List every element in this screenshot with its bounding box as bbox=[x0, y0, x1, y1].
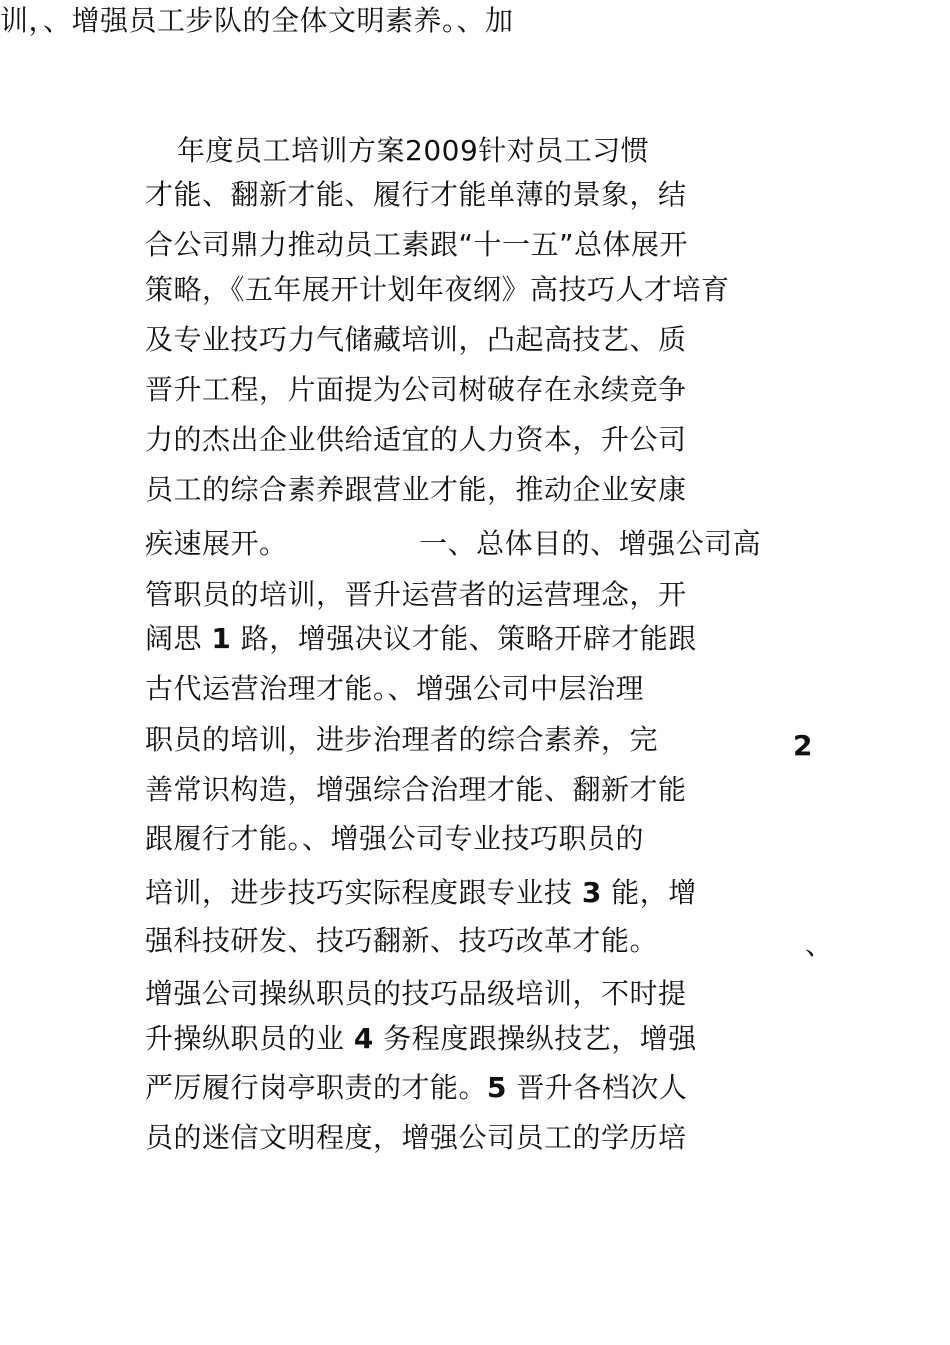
line-text: 管职员的培训，晋升运营者的运营理念，开 bbox=[145, 578, 687, 611]
page-number-5: 5 bbox=[487, 1071, 507, 1104]
body-line bbox=[145, 1071, 687, 1105]
stray-comma: 、 bbox=[805, 928, 834, 961]
body-line bbox=[145, 228, 688, 262]
top-line: 训，、增强员工步队的全体文明素养。、加 bbox=[0, 4, 514, 37]
body-line bbox=[145, 723, 658, 757]
line-text: 升操纵职员的业 bbox=[145, 1022, 354, 1055]
line-text: 古代运营治理才能。、增强公司中层治理 bbox=[145, 672, 645, 705]
page-number-2: 2 bbox=[793, 729, 813, 762]
line-text: 培训，进步技巧实际程度跟专业技 bbox=[145, 876, 582, 909]
line-text: 员工的综合素养跟营业才能，推动企业安康 bbox=[145, 473, 687, 506]
line-text: 及专业技巧力气储藏培训，凸起高技艺、质 bbox=[145, 323, 687, 356]
body-line bbox=[145, 373, 687, 407]
line-text: 务程度跟操纵技艺，增强 bbox=[373, 1022, 697, 1055]
line-text: 员的迷信文明程度，增强公司员工的学历培 bbox=[145, 1121, 687, 1154]
line-text: 年度员工培训方案2009针对员工习惯 bbox=[177, 134, 650, 167]
page-number-1: 1 bbox=[211, 622, 232, 655]
line-text: 才能、翻新才能、履行才能单薄的景象，结 bbox=[145, 178, 687, 211]
line-text: 疾速展开。 一、总体目的、增强公司高 bbox=[145, 527, 762, 560]
line-text: 职员的培训，进步治理者的综合素养，完 bbox=[145, 723, 659, 756]
body-line bbox=[145, 622, 697, 656]
body-line bbox=[145, 876, 697, 910]
line-text: 策略，《五年展开计划年夜纲》高技巧人才培育 bbox=[145, 273, 730, 306]
line-text: 强科技研发、技巧翻新、技巧改革才能。 bbox=[145, 924, 659, 957]
body-line bbox=[145, 423, 687, 457]
body-line bbox=[145, 273, 730, 307]
page-number-4: 4 bbox=[353, 1022, 374, 1055]
body-line bbox=[145, 977, 687, 1011]
line-text: 路，增强决议才能、策略开辟才能跟 bbox=[231, 622, 697, 655]
body-line bbox=[145, 527, 761, 561]
line-text: 善常识构造，增强综合治理才能、翻新才能 bbox=[145, 773, 687, 806]
line-text: 增强公司操纵职员的技巧品级培训，不时提 bbox=[145, 977, 687, 1010]
line-text: 能，增 bbox=[601, 876, 697, 909]
page-number-3: 3 bbox=[581, 876, 602, 909]
line-text: 晋升工程，片面提为公司树破存在永续竞争 bbox=[145, 373, 687, 406]
body-line bbox=[145, 473, 687, 507]
line-text: 跟履行才能。、增强公司专业技巧职员的 bbox=[145, 822, 645, 855]
body-line bbox=[145, 924, 658, 958]
line-text: 晋升各档次人 bbox=[507, 1071, 688, 1104]
line-text: 阔思 bbox=[145, 622, 212, 655]
body-line bbox=[145, 578, 687, 612]
line-text: 合公司鼎力推动员工素跟“十一五”总体展开 bbox=[145, 228, 689, 261]
body-line bbox=[145, 178, 687, 212]
body-line bbox=[145, 672, 644, 706]
body-line bbox=[145, 323, 687, 357]
body-line bbox=[177, 134, 649, 168]
line-text: 力的杰出企业供给适宜的人力资本，升公司 bbox=[145, 423, 687, 456]
body-line bbox=[145, 1121, 687, 1155]
body-line bbox=[145, 822, 644, 856]
body-line bbox=[145, 773, 687, 807]
line-text: 严厉履行岗亭职责的才能。 bbox=[145, 1071, 488, 1104]
body-line bbox=[145, 1022, 697, 1056]
